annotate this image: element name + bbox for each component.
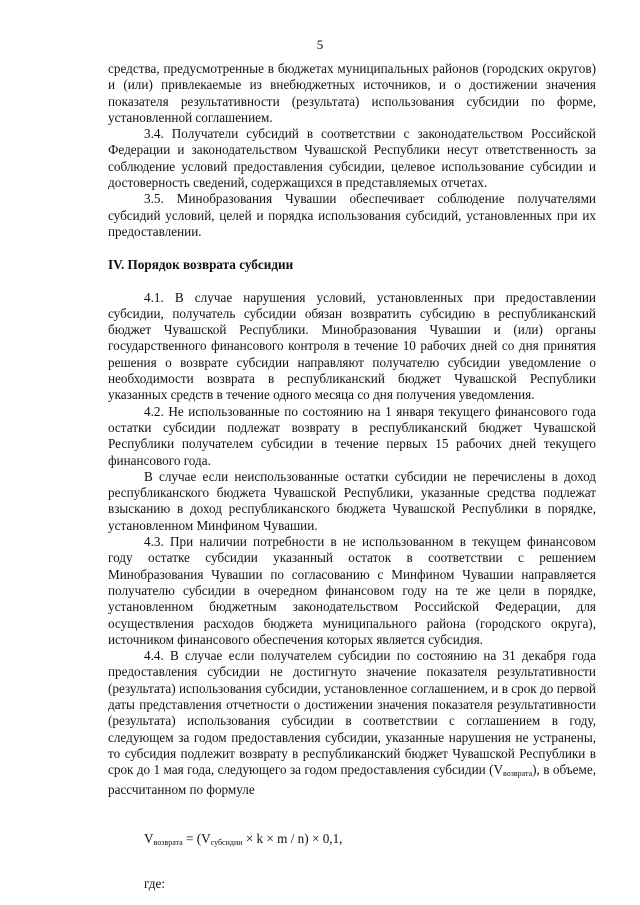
formula-v: V: [144, 830, 154, 846]
paragraph-4-4: [108, 648, 596, 799]
paragraph-3-4: 3.4. Получатели субсидий в соответствии с законодательством Российской Федерации и законодательством Чувашской Республики несут ответственность за соблюдение условий предоставления субсидии, целевое использование субсидии и достоверность сведений, содержащихся в представляемых отчетах.: [108, 126, 596, 191]
section-heading-iv: IV. Порядок возврата субсидии: [108, 257, 294, 273]
return-formula: [108, 831, 596, 851]
formula-rest: × k × m / n) × 0,1,: [242, 830, 343, 846]
paragraph-4-4-tail: ), в объеме, рассчитанном по формуле: [108, 762, 596, 798]
document-body: [108, 61, 596, 892]
formula-v2-subscript: субсидии: [210, 837, 243, 847]
formula-equals-open: = (V: [182, 830, 211, 846]
paragraph-4-2: 4.2. Не использованные по состоянию на 1 января текущего финансового года остатки субсидии подлежат возврату в республиканский бюджет Чувашской Республики получателем субсидии в течение первых 15 рабочих дней текущего финансового года.: [108, 403, 596, 468]
paragraph-4-2-second: В случае если неиспользованные остатки субсидии не перечислены в доход республиканского бюджета Чувашской Республики, указанные средства подлежат взысканию в доход республиканского бюджета Чувашской Республики в порядке, установленном Минфином Чувашии.: [108, 468, 596, 533]
paragraph-4-4-text: 4.4. В случае если получателем субсидии по состоянию на 31 декабря года предоставления субсидии не достигнуто значение показателя результативности (результата) использования субсидии, установленное соглашением, и в срок до первой даты представления отчетности о достижении значения показателя результативности (результата) использования субсидии в соответствии с соглашением в году, следующем за годом предоставления субсидии, указанные нарушения не устранены, то субсидия подлежит возврату в республиканский бюджет Чувашской Республики в срок до 1 мая года, следующего за годом предоставления субсидии (V: [108, 648, 596, 778]
page-number: 5: [316, 37, 324, 52]
paragraph-4-3: 4.3. При наличии потребности в не использованном в текущем финансовом году остатке субсидии указанный остаток в соответствии с решением Минобразования Чувашии по согласованию с Минфином Чувашии направляется получателю субсидии в очередном финансовом году на те же цели в порядке, установленном бюджетным законодательством Российской Федерации, для осуществления расходов бюджета муниципального района (городского округа), источником финансового обеспечения которых является субсидия.: [108, 534, 596, 647]
formula-v-subscript: возврата: [153, 837, 183, 847]
paragraph-4-4-subscript: возврата: [503, 769, 533, 779]
paragraph-continuation: средства, предусмотренные в бюджетах муниципальных районов (городских округов) и (или) привлекаемые из внебюджетных источников, и о достижении значения показателя результативности (результата) использования субсидии по форме, установленной соглашением.: [108, 61, 596, 125]
where-label: где:: [144, 876, 165, 892]
paragraph-4-1: 4.1. В случае нарушения условий, установленных при предоставлении субсидии, получатель субсидии обязан возвратить субсидию в республиканский бюджет Чувашской Республики. Минобразования Чувашии и (или) органы государственного финансового контроля в течение 10 рабочих дней со дня принятия решения о возврате субсидии направляют получателю субсидии уведомление о необходимости возврата в республиканский бюджет Чувашской Республики указанных средств в течение одного месяца со дня получения уведомления.: [108, 289, 596, 403]
paragraph-3-5: 3.5. Минобразования Чувашии обеспечивает соблюдение получателями субсидий условий, целей и порядка использования субсидий, установленных при их предоставлении.: [108, 191, 596, 239]
